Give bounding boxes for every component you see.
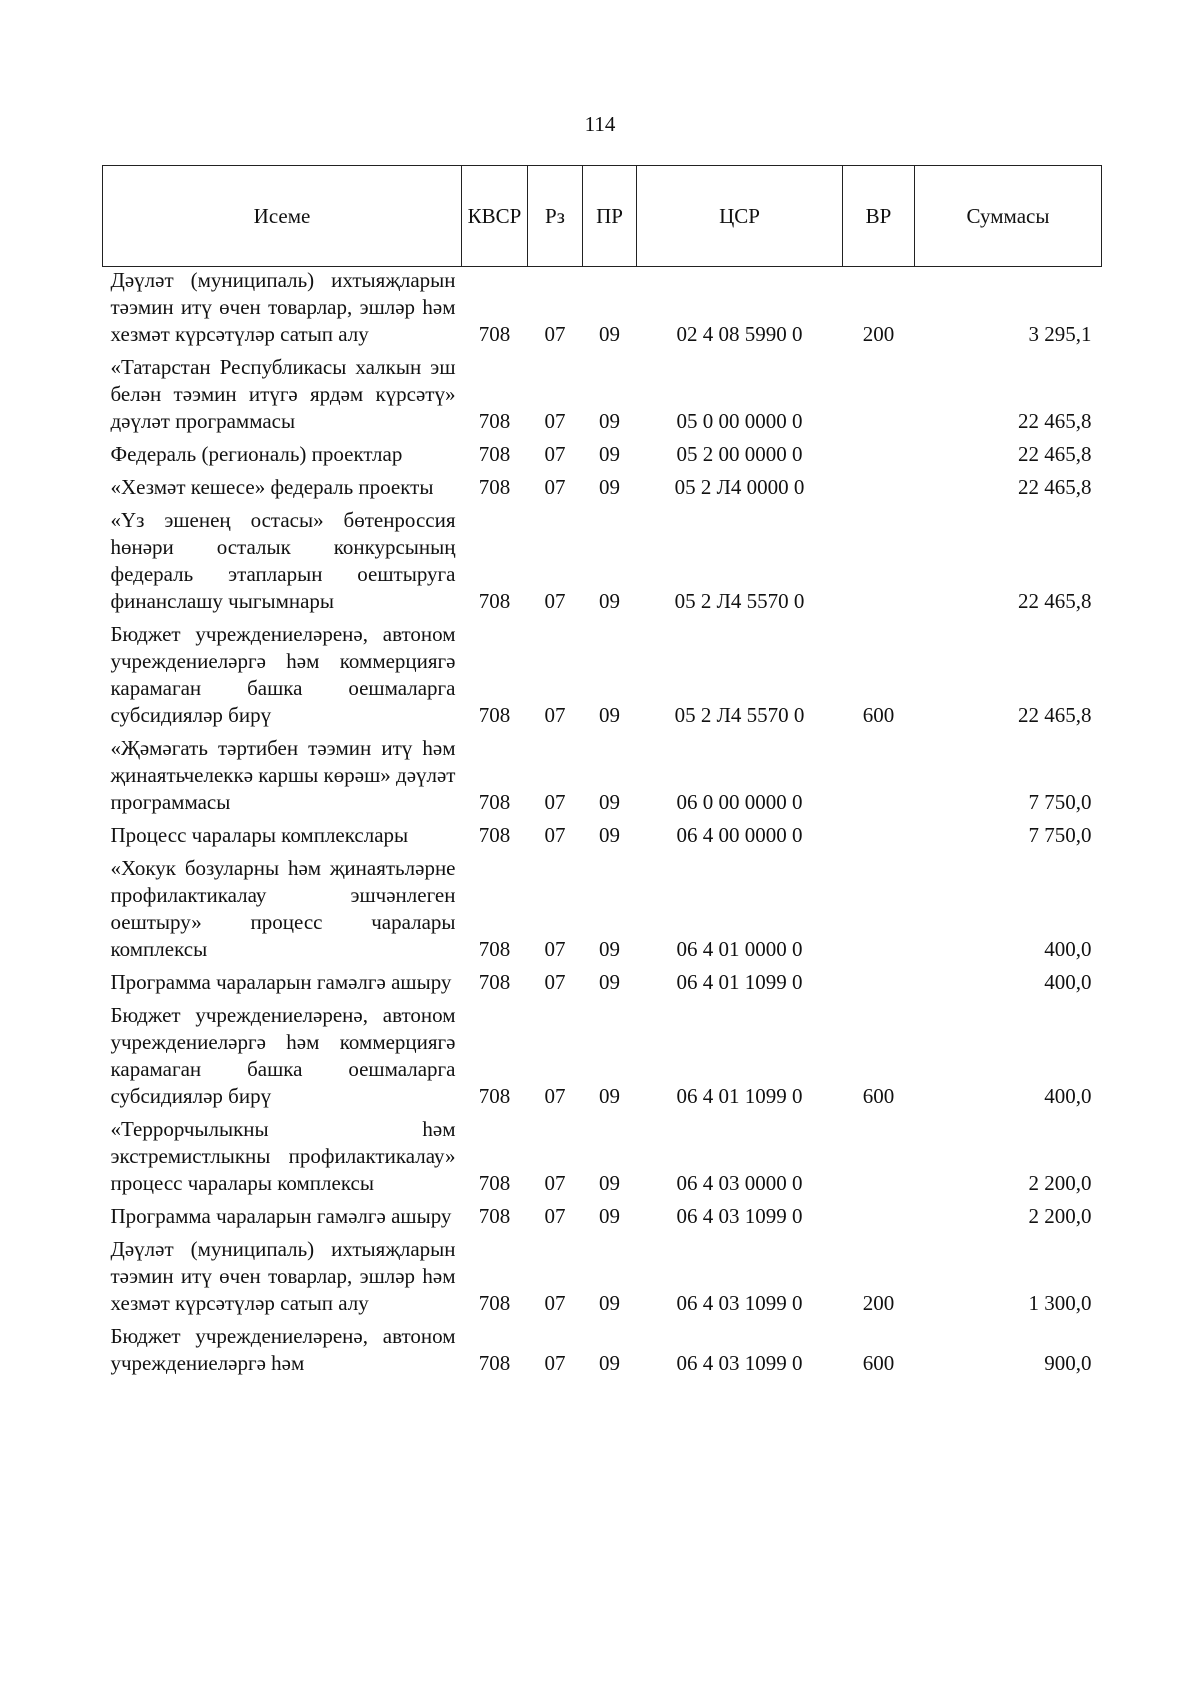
row-sum: 7 750,0: [1028, 823, 1092, 847]
row-name: Дәүләт (муниципаль) ихтыяҗларын тәэмин итү өчен товарлар, эшләр һәм хезмәт күрсәтүләр сатып алу: [110, 1237, 456, 1315]
row-name: Программа чараларын гамәлгә ашыру: [110, 1204, 452, 1228]
row-name: «Хезмәт кешесе» федераль проекты: [110, 475, 434, 499]
row-pr: 09: [599, 937, 620, 961]
row-pr: 09: [599, 1084, 620, 1108]
table-row: [103, 1323, 1102, 1383]
row-name: Бюджет учреждениеләренә, автоном учреждениеләргә һәм коммерциягә карамаган башка оешмаларга субсидияләр бирү: [110, 1003, 456, 1108]
row-rz: 07: [544, 703, 566, 727]
table-row: [103, 474, 1102, 507]
header-name: Исеме: [103, 166, 462, 267]
row-rz: 07: [544, 1171, 566, 1195]
table-body: [103, 267, 1102, 1384]
table-row: [103, 621, 1102, 735]
table-row: [103, 267, 1102, 355]
table-row: [103, 354, 1102, 441]
table-row: [103, 1236, 1102, 1323]
row-vr: 600: [862, 1084, 895, 1108]
row-pr: 09: [599, 1204, 620, 1228]
row-kvsr: 708: [478, 1171, 511, 1195]
row-rz: 07: [544, 322, 566, 346]
row-sum: 400,0: [1044, 970, 1092, 994]
row-csr: 02 4 08 5990 0: [676, 322, 803, 346]
row-pr: 09: [599, 1351, 620, 1375]
row-sum: 2 200,0: [1028, 1204, 1092, 1228]
row-pr: 09: [599, 703, 620, 727]
row-pr: 09: [599, 409, 620, 433]
row-name: Бюджет учреждениеләренә, автоном учреждениеләргә һәм: [110, 1324, 456, 1375]
row-sum: 1 300,0: [1028, 1291, 1092, 1315]
table-row: [103, 1203, 1102, 1236]
row-csr: 06 4 03 1099 0: [676, 1291, 803, 1315]
row-pr: 09: [599, 1171, 620, 1195]
row-kvsr: 708: [478, 589, 511, 613]
row-pr: 09: [599, 589, 620, 613]
row-csr: 06 4 01 0000 0: [676, 937, 803, 961]
row-name: Дәүләт (муниципаль) ихтыяҗларын тәэмин итү өчен товарлар, эшләр һәм хезмәт күрсәтүләр сатып алу: [110, 268, 456, 346]
header-sum: Суммасы: [915, 166, 1102, 267]
row-vr: [843, 1116, 915, 1203]
row-sum: 400,0: [1044, 937, 1092, 961]
row-rz: 07: [544, 442, 566, 466]
row-csr: 05 2 Л4 5570 0: [674, 703, 805, 727]
row-kvsr: 708: [478, 409, 511, 433]
row-vr: 200: [862, 322, 895, 346]
row-csr: 05 2 00 0000 0: [676, 442, 803, 466]
row-vr: 600: [862, 1351, 895, 1375]
row-csr: 06 4 01 1099 0: [676, 970, 803, 994]
row-name: Процесс чаралары комплекслары: [110, 823, 409, 847]
header-pr: ПР: [583, 166, 637, 267]
row-pr: 09: [599, 1291, 620, 1315]
row-csr: 06 4 03 0000 0: [676, 1171, 803, 1195]
row-sum: 22 465,8: [1018, 589, 1092, 613]
row-csr: 06 4 03 1099 0: [676, 1204, 803, 1228]
row-kvsr: 708: [478, 970, 511, 994]
row-kvsr: 708: [478, 475, 511, 499]
row-pr: 09: [599, 970, 620, 994]
row-sum: 400,0: [1044, 1084, 1092, 1108]
row-rz: 07: [544, 475, 566, 499]
table-row: [103, 441, 1102, 474]
row-csr: 05 2 Л4 5570 0: [674, 589, 805, 613]
row-csr: 05 2 Л4 0000 0: [674, 475, 805, 499]
row-kvsr: 708: [478, 1204, 511, 1228]
row-vr: 600: [862, 703, 895, 727]
header-vr: ВР: [843, 166, 915, 267]
row-csr: 06 0 00 0000 0: [676, 790, 803, 814]
row-sum: 3 295,1: [1028, 322, 1092, 346]
row-name: Бюджет учреждениеләренә, автоном учреждениеләргә һәм коммерциягә карамаган башка оешмаларга субсидияләр бирү: [110, 622, 456, 727]
row-vr: [843, 354, 915, 441]
row-csr: 06 4 00 0000 0: [676, 823, 803, 847]
row-rz: 07: [544, 1084, 566, 1108]
row-vr: [843, 507, 915, 621]
table-row: [103, 822, 1102, 855]
row-kvsr: 708: [478, 703, 511, 727]
row-kvsr: 708: [478, 790, 511, 814]
row-kvsr: 708: [478, 1291, 511, 1315]
row-name: «Үз эшенең остасы» бөтенроссия һөнәри осталык конкурсының федераль этапларын оештыруга финанслашу чыгымнары: [110, 508, 456, 613]
table-row: [103, 1002, 1102, 1116]
row-sum: 900,0: [1044, 1351, 1092, 1375]
row-name: «Террорчылыкны һәм экстремистлыкны профилактикалау» процесс чаралары комплексы: [110, 1117, 456, 1195]
row-kvsr: 708: [478, 322, 511, 346]
row-name: «Татарстан Республикасы халкын эш белән тәэмин итүгә ярдәм күрсәтү» дәүләт программасы: [110, 355, 456, 433]
row-sum: 22 465,8: [1018, 409, 1092, 433]
row-pr: 09: [599, 475, 620, 499]
row-sum: 7 750,0: [1028, 790, 1092, 814]
row-pr: 09: [599, 790, 620, 814]
row-sum: 22 465,8: [1018, 442, 1092, 466]
row-csr: 05 0 00 0000 0: [676, 409, 803, 433]
row-name: Программа чараларын гамәлгә ашыру: [110, 970, 452, 994]
row-rz: 07: [544, 937, 566, 961]
row-rz: 07: [544, 1351, 566, 1375]
row-vr: [843, 735, 915, 822]
table-row: [103, 735, 1102, 822]
row-pr: 09: [599, 322, 620, 346]
table-header: [103, 166, 1102, 267]
row-vr: [843, 822, 915, 855]
row-kvsr: 708: [478, 1351, 511, 1375]
row-name: Федераль (региональ) проектлар: [110, 442, 403, 466]
row-rz: 07: [544, 589, 566, 613]
row-rz: 07: [544, 1291, 566, 1315]
row-rz: 07: [544, 823, 566, 847]
row-name: «Җәмәгать тәртибен тәэмин итү һәм җинаятьчелеккә каршы көрәш» дәүләт программасы: [110, 736, 456, 814]
table-row: [103, 1116, 1102, 1203]
table-row: [103, 507, 1102, 621]
row-kvsr: 708: [478, 442, 511, 466]
row-csr: 06 4 01 1099 0: [676, 1084, 803, 1108]
row-vr: [843, 1203, 915, 1236]
header-rz: Рз: [528, 166, 583, 267]
header-kvsr: КВСР: [462, 166, 528, 267]
row-sum: 2 200,0: [1028, 1171, 1092, 1195]
row-pr: 09: [599, 823, 620, 847]
row-csr: 06 4 03 1099 0: [676, 1351, 803, 1375]
row-vr: [843, 969, 915, 1002]
row-kvsr: 708: [478, 937, 511, 961]
row-rz: 07: [544, 970, 566, 994]
row-pr: 09: [599, 442, 620, 466]
row-vr: [843, 474, 915, 507]
row-kvsr: 708: [478, 1084, 511, 1108]
page-number: 114: [584, 112, 616, 136]
table-row: [103, 969, 1102, 1002]
table-row: [103, 855, 1102, 969]
header-csr: ЦСР: [637, 166, 843, 267]
row-kvsr: 708: [478, 823, 511, 847]
row-rz: 07: [544, 409, 566, 433]
row-sum: 22 465,8: [1018, 475, 1092, 499]
row-vr: 200: [862, 1291, 895, 1315]
row-sum: 22 465,8: [1018, 703, 1092, 727]
row-rz: 07: [544, 1204, 566, 1228]
row-vr: [843, 441, 915, 474]
row-vr: [843, 855, 915, 969]
row-rz: 07: [544, 790, 566, 814]
budget-table: [102, 165, 1102, 1383]
row-name: «Хокук бозуларны һәм җинаятьләрне профилактикалау эшчәнлеген оештыру» процесс чаралары комплексы: [110, 856, 456, 961]
